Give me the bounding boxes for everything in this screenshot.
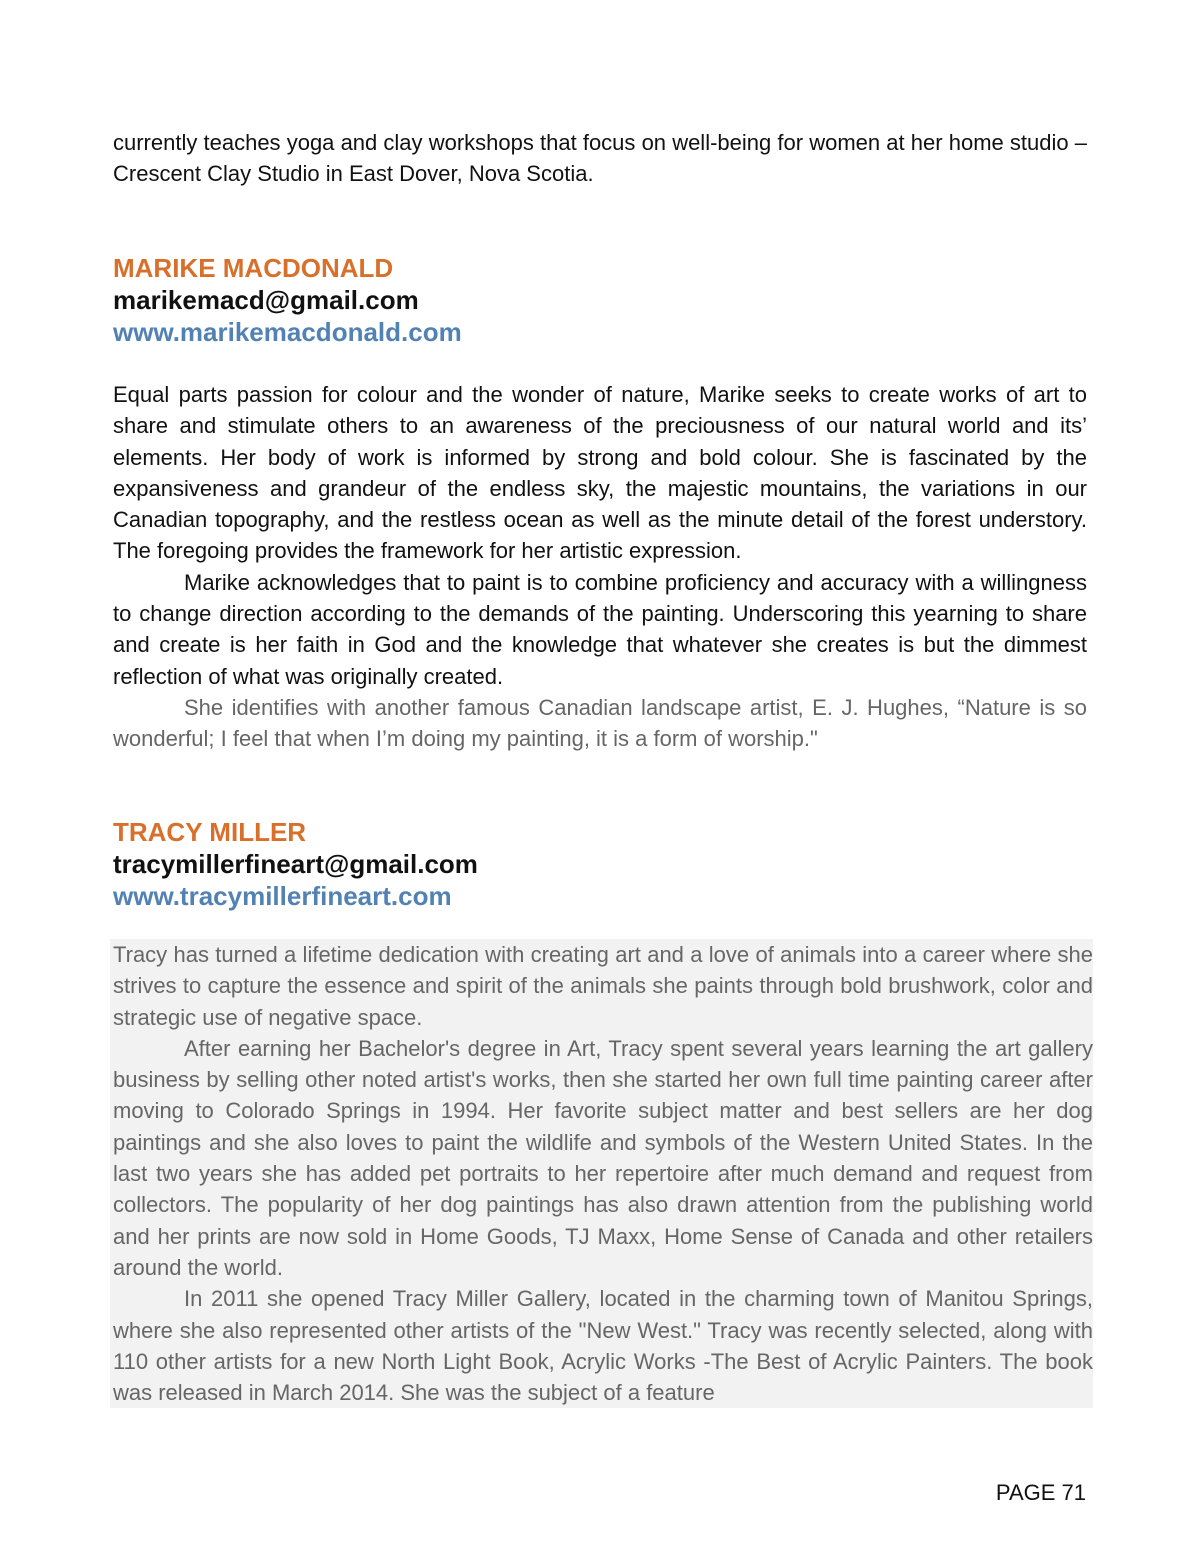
bio-paragraph: After earning her Bachelor's degree in Art, Tracy spent several years learning the art gallery business by selling other noted artist's works, then she started her own full time painting career after moving to Colorado Springs in 1994. Her favorite subject matter and best sellers are her dog paintings and she also loves to paint the wildlife and symbols of the Western United States. In the last two years she has added pet portraits to her repertoire after much demand and request from collectors. The popularity of her dog paintings has also drawn attention from the publishing world and her prints are now sold in Home Goods, TJ Maxx, Home Sense of Canada and other retailers around the world. — [113, 1035, 1093, 1280]
artist-name: MARIKE MACDONALD — [113, 253, 394, 283]
bio-paragraph: In 2011 she opened Tracy Miller Gallery, located in the charming town of Manitou Springs, where she also represented other artists of the "New West." Tracy was recently selected, along with 110 other artists for a new North Light Book, Acrylic Works -The Best of Acrylic Painters. The book was released in March 2014. She was the subject of a feature — [113, 1286, 1093, 1406]
artist-header-tracy — [113, 816, 478, 912]
bio-paragraph: Equal parts passion for colour and the wonder of nature, Marike seeks to create works of art to share and stimulate others to an awareness of the preciousness of our natural world and its’ elements. Her body of work is informed by strong and bold colour. She is fascinated by the expansiveness and grandeur of the endless sky, the majestic mountains, the variations in our Canadian topography, and the restless ocean as well as the minute detail of the forest understory. The foregoing provides the framework for her artistic expression. — [113, 382, 1087, 564]
bio-quote-paragraph: She identifies with another famous Canadian landscape artist, E. J. Hughes, “Nature is so wonderful; I feel that when I’m doing my painting, it is a form of worship." — [113, 694, 1087, 752]
page-number: PAGE 71 — [995, 1480, 1086, 1505]
artist-header-marike — [113, 252, 462, 348]
artist-website: www.tracymillerfineart.com — [113, 881, 452, 911]
bio-paragraph: Marike acknowledges that to paint is to combine proficiency and accuracy with a willingness to change direction according to the demands of the painting. Underscoring this yearning to share and create is her faith in God and the knowledge that whatever she creates is but the dimmest reflection of what was originally created. — [113, 569, 1087, 689]
artist-email: marikemacd@gmail.com — [113, 285, 419, 315]
artist-email: tracymillerfineart@gmail.com — [113, 849, 478, 879]
bio-paragraph: Tracy has turned a lifetime dedication with creating art and a love of animals into a career where she strives to capture the essence and spirit of the animals she paints through bold brushwork, color and strategic use of negative space. — [113, 942, 1093, 1030]
artist-name: TRACY MILLER — [113, 817, 307, 847]
intro-paragraph: currently teaches yoga and clay workshops that focus on well-being for women at her home studio – Crescent Clay Studio in East Dover, Nova Scotia. — [113, 130, 1087, 187]
artist-bio-marike — [113, 379, 1087, 755]
artist-website: www.marikemacdonald.com — [113, 317, 462, 347]
artist-bio-tracy — [110, 939, 1093, 1408]
